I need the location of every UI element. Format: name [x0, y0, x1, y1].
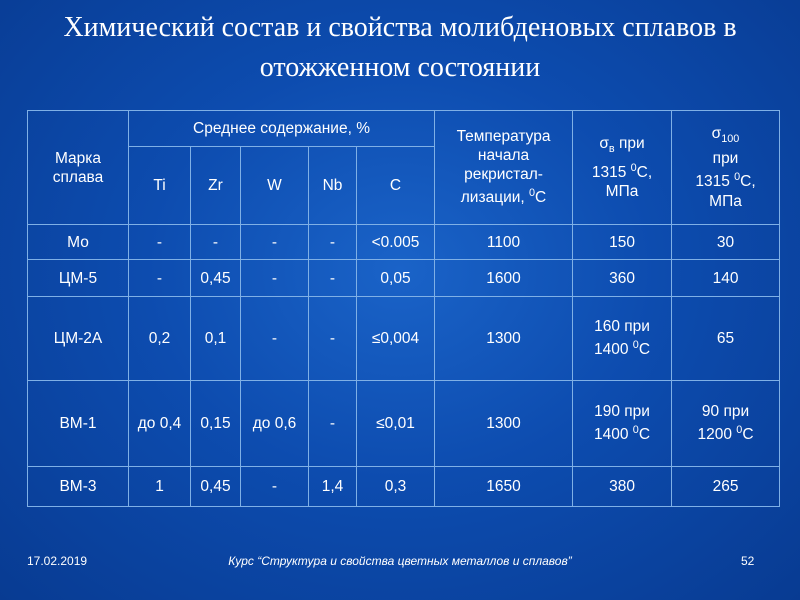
table-row — [28, 260, 780, 297]
header-grade — [28, 111, 129, 225]
cell-sigma-100: 30 — [672, 225, 780, 260]
cell-sigma-b — [573, 381, 672, 467]
cell-zr: - — [191, 225, 241, 260]
cell-ti: до 0,4 — [129, 381, 191, 467]
cell-grade: Мо — [28, 225, 129, 260]
cell-ti: - — [129, 260, 191, 297]
header-sigma-100 — [672, 111, 780, 225]
table-row — [28, 225, 780, 260]
cell-c: 0,05 — [357, 260, 435, 297]
cell-temperature: 1300 — [435, 297, 573, 381]
celsius-unit: С — [638, 341, 651, 359]
header-recrystallization-temperature — [435, 111, 573, 225]
degree-superscript: 0 — [630, 161, 637, 174]
cell-sigma-b: 380 — [573, 467, 672, 507]
cell-c: <0.005 — [357, 225, 435, 260]
cell-sigma-b-line-1: 160 при — [594, 318, 650, 336]
sigma-symbol: σ — [599, 134, 609, 152]
cell-sigma-100-line-1: 90 при — [701, 403, 750, 421]
sigma-b-line-3: МПа — [605, 183, 639, 201]
cell-ti: 0,2 — [129, 297, 191, 381]
cell-nb: 1,4 — [309, 467, 357, 507]
cell-w: - — [241, 260, 309, 297]
header-temp-line-4: лизации, — [460, 189, 530, 207]
cell-sigma-100: 65 — [672, 297, 780, 381]
cell-zr: 0,15 — [191, 381, 241, 467]
sigma-b-line-2: 1315 — [591, 164, 631, 182]
cell-nb: - — [309, 260, 357, 297]
cell-sigma-b — [573, 297, 672, 381]
table-header-row-1 — [28, 111, 780, 147]
header-average-content: Среднее содержание, % — [129, 111, 435, 147]
celsius-unit: С, — [636, 164, 653, 182]
cell-ti: 1 — [129, 467, 191, 507]
cell-temperature: 1300 — [435, 381, 573, 467]
cell-sigma-100: 265 — [672, 467, 780, 507]
header-element-c: C — [357, 147, 435, 225]
sigma-100-line-3: МПа — [709, 192, 742, 210]
cell-sigma-b-line-2: 1400 — [594, 341, 633, 359]
cell-zr: 0,45 — [191, 467, 241, 507]
footer-page-number: 52 — [741, 554, 755, 568]
header-element-ti: Ti — [129, 147, 191, 225]
cell-nb: - — [309, 297, 357, 381]
alloy-properties-table — [27, 110, 780, 507]
slide-title-line-1: Химический состав и свойства молибденовых сплавов в — [63, 12, 737, 43]
degree-superscript: 0 — [632, 424, 639, 437]
footer-course-name: Курс “Структура и свойства цветных металлов и сплавов” — [228, 554, 572, 568]
degree-superscript: 0 — [632, 339, 639, 352]
degree-superscript: 0 — [529, 187, 536, 200]
cell-temperature: 1600 — [435, 260, 573, 297]
sigma-100-line-1: при — [712, 150, 739, 168]
cell-sigma-100 — [672, 381, 780, 467]
celsius-unit: С, — [740, 173, 756, 191]
sigma-b-line-1: при — [614, 134, 645, 152]
header-grade-line-1: Марка — [54, 149, 102, 167]
slide-title — [0, 8, 800, 88]
cell-grade: ЦМ-2А — [28, 297, 129, 381]
header-sigma-b — [573, 111, 672, 225]
degree-superscript: 0 — [736, 424, 743, 437]
header-element-w: W — [241, 147, 309, 225]
degree-superscript: 0 — [734, 171, 741, 184]
sigma-symbol: σ — [711, 125, 722, 143]
cell-zr: 0,1 — [191, 297, 241, 381]
cell-sigma-b-line-1: 190 при — [594, 403, 650, 421]
cell-nb: - — [309, 381, 357, 467]
cell-sigma-b: 150 — [573, 225, 672, 260]
cell-ti: - — [129, 225, 191, 260]
table-row — [28, 297, 780, 381]
sigma-subscript: 100 — [721, 133, 740, 146]
cell-w: до 0,6 — [241, 381, 309, 467]
cell-grade: ВМ-1 — [28, 381, 129, 467]
cell-sigma-100: 140 — [672, 260, 780, 297]
header-temp-line-2: начала — [477, 147, 530, 165]
sigma-subscript: в — [608, 142, 615, 155]
cell-c: ≤0,01 — [357, 381, 435, 467]
cell-zr: 0,45 — [191, 260, 241, 297]
table-row — [28, 467, 780, 507]
slide-title-line-2: отожженном состоянии — [259, 52, 541, 83]
cell-w: - — [241, 225, 309, 260]
cell-temperature: 1100 — [435, 225, 573, 260]
cell-w: - — [241, 297, 309, 381]
cell-c: 0,3 — [357, 467, 435, 507]
cell-sigma-b-line-2: 1400 — [594, 426, 633, 444]
cell-sigma-b: 360 — [573, 260, 672, 297]
header-element-nb: Nb — [309, 147, 357, 225]
header-grade-line-2: сплава — [52, 168, 104, 186]
header-temp-line-1: Температура — [456, 128, 551, 146]
celsius-unit: С — [638, 426, 651, 444]
celsius-unit: С — [535, 189, 547, 207]
sigma-100-line-2: 1315 — [695, 173, 735, 191]
header-element-zr: Zr — [191, 147, 241, 225]
footer-date: 17.02.2019 — [27, 554, 88, 568]
celsius-unit: С — [742, 426, 754, 444]
header-temp-line-3: рекристал- — [464, 166, 543, 184]
cell-grade: ЦМ-5 — [28, 260, 129, 297]
cell-w: - — [241, 467, 309, 507]
cell-temperature: 1650 — [435, 467, 573, 507]
cell-nb: - — [309, 225, 357, 260]
table-row — [28, 381, 780, 467]
cell-c: ≤0,004 — [357, 297, 435, 381]
cell-sigma-100-line-2: 1200 — [697, 426, 737, 444]
cell-grade: ВМ-3 — [28, 467, 129, 507]
